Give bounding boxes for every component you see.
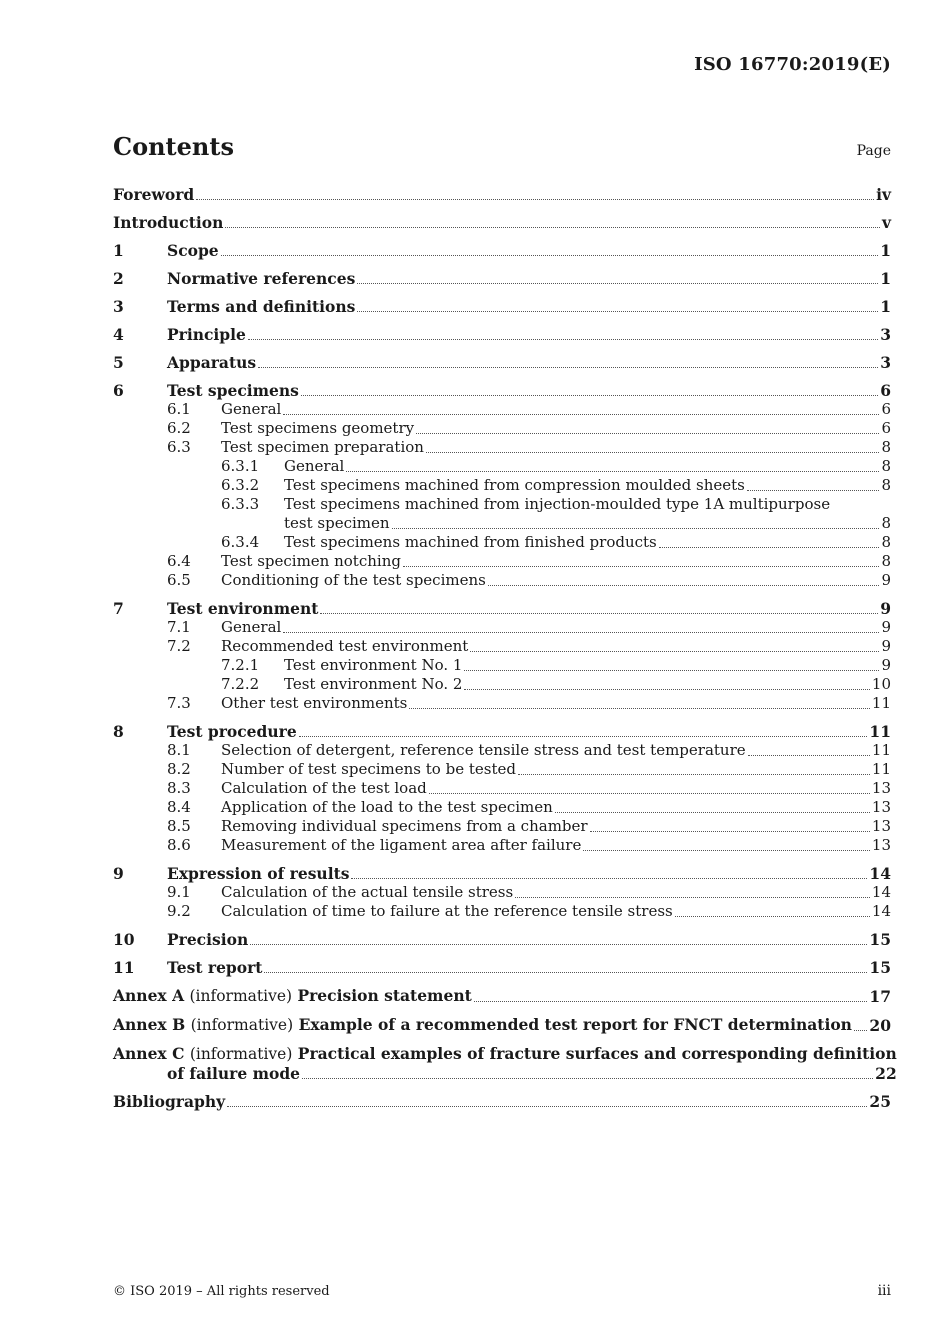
toc-entry-page: 11 (871, 694, 891, 712)
toc-entry-title-block (113, 1044, 897, 1083)
toc-entry-number: 10 (113, 930, 135, 949)
toc-entry-annex-c[interactable] (113, 1044, 897, 1083)
toc-entry-page: 9 (881, 618, 891, 636)
toc-entry-5[interactable] (113, 353, 891, 372)
dot-leader (301, 395, 878, 396)
toc-entry-title: Application of the load to the test specimen (221, 798, 553, 816)
dot-leader (470, 651, 879, 652)
toc-entry-7-2-1[interactable] (113, 656, 891, 675)
toc-entry-number: 4 (113, 325, 124, 344)
toc-entry-title: Calculation of the test load (221, 779, 427, 797)
toc-entry-page: 14 (869, 864, 891, 883)
toc-entry-title: Test report (167, 958, 263, 977)
toc-entry-page: 11 (869, 722, 891, 741)
toc-entry-number: 6 (113, 381, 124, 400)
toc-entry-page: iv (876, 185, 891, 204)
dot-leader (283, 632, 879, 633)
dot-leader (583, 850, 870, 851)
toc-entry-4[interactable] (113, 325, 891, 344)
dot-leader (518, 774, 870, 775)
toc-entry-page: 6 (881, 419, 891, 437)
toc-entry-6-3[interactable] (113, 438, 891, 457)
toc-entry-8-4[interactable] (113, 798, 891, 817)
dot-leader (403, 566, 879, 567)
toc-entry-title: Calculation of time to failure at the reference tensile stress (221, 902, 673, 920)
toc-entry-title: Test specimens geometry (221, 419, 415, 437)
toc-entry-title: Removing individual specimens from a chamber (221, 817, 588, 835)
toc-entry-number: 3 (113, 297, 124, 316)
annex-title: Precision statement (297, 986, 472, 1005)
toc-entry-page: 1 (880, 297, 891, 316)
dot-leader (283, 414, 879, 415)
toc-entry-8-6[interactable] (113, 836, 891, 855)
toc-entry-title: Number of test specimens to be tested (221, 760, 516, 778)
toc-entry-title: Bibliography (113, 1092, 226, 1111)
toc-entry-6-2[interactable] (113, 419, 891, 438)
toc-entry-page: 8 (881, 476, 891, 494)
toc-entry-page: 3 (880, 325, 891, 344)
toc-entry-title: Selection of detergent, reference tensile stress and test temperature (221, 741, 746, 759)
toc-entry-number: 6.3.3 (221, 495, 260, 513)
toc-entry-title: Conditioning of the test specimens (221, 571, 486, 589)
toc-entry-title: Introduction (113, 213, 224, 232)
toc-entry-title-block (284, 495, 891, 533)
toc-entry-8[interactable] (113, 722, 891, 741)
toc-entry-page: 13 (871, 836, 891, 854)
toc-entry-page: 6 (880, 381, 891, 400)
toc-entry-page: 14 (871, 902, 891, 920)
toc-entry-8-2[interactable] (113, 760, 891, 779)
dot-leader (659, 547, 880, 548)
toc-entry-title: Terms and definitions (167, 297, 356, 316)
toc-entry-page: 9 (880, 599, 891, 618)
toc-entry-number: 11 (113, 958, 135, 977)
toc-entry-number: 7.2.2 (221, 675, 260, 693)
toc-entry-title (113, 986, 472, 1006)
toc-entry-title: Test specimens machined from finished products (284, 533, 657, 551)
annex-title: Practical examples of fracture surfaces and corresponding definition (297, 1044, 897, 1063)
toc-entry-title: Calculation of the actual tensile stress (221, 883, 514, 901)
annex-informative: (informative) (189, 987, 293, 1005)
toc-entry-page: 20 (869, 1016, 891, 1035)
toc-entry-number: 6.2 (167, 419, 191, 437)
toc-entry-11[interactable] (113, 958, 891, 977)
toc-entry-number: 1 (113, 241, 124, 260)
toc-entry-10[interactable] (113, 930, 891, 949)
toc-entry-title: Recommended test environment (221, 637, 469, 655)
contents-heading: Contents (113, 132, 234, 161)
toc-entry-3[interactable] (113, 297, 891, 316)
toc-entry-introduction[interactable] (113, 213, 891, 232)
toc-entry-7[interactable] (113, 599, 891, 618)
toc-entry-6-3-4[interactable] (113, 533, 891, 552)
toc-entry-title: Apparatus (167, 353, 257, 372)
toc-entry-number: 7.2.1 (221, 656, 260, 674)
toc-entry-title-line2: of failure mode (167, 1064, 301, 1083)
toc-entry-page: 8 (881, 438, 891, 456)
toc-entry-number: 8.4 (167, 798, 191, 816)
annex-label: Annex C (113, 1044, 185, 1063)
toc-entry-6-3-3[interactable] (113, 495, 891, 533)
dot-leader (299, 736, 868, 737)
toc-entry-number: 6.3 (167, 438, 191, 456)
toc-entry-page: 8 (881, 552, 891, 570)
toc-entry-number: 7 (113, 599, 124, 618)
toc-entry-page: 3 (880, 353, 891, 372)
toc-entry-2[interactable] (113, 269, 891, 288)
toc-entry-number: 6.3.4 (221, 533, 260, 551)
dot-leader (320, 613, 878, 614)
toc-entry-page: 13 (871, 779, 891, 797)
toc-entry-title: Test environment No. 1 (284, 656, 463, 674)
toc-entry-page: 13 (871, 817, 891, 835)
page-number: iii (877, 1283, 891, 1299)
toc-entry-title: Principle (167, 325, 246, 344)
toc-entry-page: 6 (881, 400, 891, 418)
toc-entry-6-1[interactable] (113, 400, 891, 419)
dot-leader (225, 227, 880, 228)
dot-leader (258, 367, 878, 368)
copyright-notice: © ISO 2019 – All rights reserved (113, 1284, 330, 1299)
toc-entry-title: Test specimen notching (221, 552, 401, 570)
dot-leader (429, 793, 870, 794)
toc-entry-page: 8 (881, 533, 891, 551)
toc-entry-page: 11 (871, 760, 891, 778)
dot-leader (416, 433, 879, 434)
dot-leader (227, 1106, 867, 1107)
dot-leader (357, 311, 878, 312)
toc-entry-number: 9.1 (167, 883, 191, 901)
dot-leader (346, 471, 879, 472)
toc-entry-7-3[interactable] (113, 694, 891, 713)
toc-entry-number: 6.3.1 (221, 457, 260, 475)
dot-leader (747, 490, 880, 491)
toc-entry-page: 15 (869, 958, 891, 977)
toc-entry-1[interactable] (113, 241, 891, 260)
dot-leader (351, 878, 867, 879)
toc-entry-number: 6.5 (167, 571, 191, 589)
dot-leader (196, 199, 874, 200)
toc-entry-title-line1: Test specimens machined from injection-moulded type 1A multipurpose (284, 495, 831, 513)
toc-entry-number: 9 (113, 864, 124, 883)
toc-entry-title: Test environment (167, 599, 319, 618)
toc-entry-number: 7.3 (167, 694, 191, 712)
toc-entry-7-2[interactable] (113, 637, 891, 656)
table-of-contents (113, 185, 897, 1111)
toc-entry-title: Test procedure (167, 722, 297, 741)
toc-entry-annex-b[interactable] (113, 1015, 891, 1035)
toc-entry-number: 5 (113, 353, 124, 372)
toc-entry-page: 9 (881, 637, 891, 655)
dot-leader (748, 755, 870, 756)
annex-informative: (informative) (189, 1045, 293, 1063)
toc-entry-title: Normative references (167, 269, 356, 288)
annex-label: Annex A (113, 986, 185, 1005)
toc-entry-page: 8 (881, 457, 891, 475)
toc-entry-9[interactable] (113, 864, 891, 883)
toc-entry-title: Test environment No. 2 (284, 675, 463, 693)
toc-entry-9-1[interactable] (113, 883, 891, 902)
toc-entry-page: 9 (881, 571, 891, 589)
toc-entry-page: 25 (869, 1092, 891, 1111)
annex-informative: (informative) (190, 1016, 294, 1034)
toc-entry-title: Foreword (113, 185, 195, 204)
toc-entry-number: 7.1 (167, 618, 191, 636)
dot-leader (675, 916, 870, 917)
toc-entry-title: Scope (167, 241, 219, 260)
dot-leader (426, 452, 880, 453)
toc-entry-7-1[interactable] (113, 618, 891, 637)
dot-leader (264, 972, 867, 973)
toc-entry-page: 22 (875, 1064, 897, 1083)
toc-entry-title-continuation (284, 514, 891, 533)
annex-label: Annex B (113, 1015, 186, 1034)
toc-entry-bibliography[interactable] (113, 1092, 891, 1111)
toc-entry-6-3-2[interactable] (113, 476, 891, 495)
toc-entry-7-2-2[interactable] (113, 675, 891, 694)
toc-entry-number: 6.4 (167, 552, 191, 570)
dot-leader (392, 528, 880, 529)
dot-leader (357, 283, 878, 284)
standard-number: ISO 16770:2019(E) (694, 54, 891, 75)
toc-entry-number: 6.3.2 (221, 476, 260, 494)
toc-entry-page: 11 (871, 741, 891, 759)
dot-leader (464, 670, 879, 671)
toc-entry-number: 7.2 (167, 637, 191, 655)
dot-leader (854, 1030, 867, 1031)
toc-entry-8-1[interactable] (113, 741, 891, 760)
toc-entry-page: v (881, 213, 891, 232)
toc-entry-page: 10 (871, 675, 891, 693)
toc-entry-8-3[interactable] (113, 779, 891, 798)
toc-entry-page: 13 (871, 798, 891, 816)
dot-leader (302, 1078, 873, 1079)
toc-entry-number: 6.1 (167, 400, 191, 418)
toc-entry-page: 1 (880, 241, 891, 260)
toc-entry-number: 8.2 (167, 760, 191, 778)
toc-entry-title: General (284, 457, 345, 475)
dot-leader (409, 708, 870, 709)
toc-entry-title: General (221, 618, 282, 636)
dot-leader (590, 831, 870, 832)
toc-entry-title: Test specimen preparation (221, 438, 424, 456)
toc-entry-annex-a[interactable] (113, 986, 891, 1006)
page-column-label: Page (856, 143, 891, 159)
toc-entry-8-5[interactable] (113, 817, 891, 836)
toc-entry-number: 9.2 (167, 902, 191, 920)
toc-entry-title: Test specimens machined from compression moulded sheets (284, 476, 745, 494)
toc-entry-page: 15 (869, 930, 891, 949)
dot-leader (555, 812, 870, 813)
toc-entry-title: Other test environments (221, 694, 408, 712)
toc-entry-6-5[interactable] (113, 571, 891, 590)
toc-entry-page: 17 (869, 987, 891, 1006)
dot-leader (515, 897, 870, 898)
toc-entry-page: 9 (881, 656, 891, 674)
dot-leader (488, 585, 880, 586)
toc-entry-number: 2 (113, 269, 124, 288)
dot-leader (248, 339, 878, 340)
toc-entry-title: Test specimens (167, 381, 299, 400)
toc-entry-9-2[interactable] (113, 902, 891, 921)
dot-leader (474, 1001, 868, 1002)
toc-entry-number: 8.5 (167, 817, 191, 835)
toc-entry-foreword[interactable] (113, 185, 891, 204)
toc-entry-page: 8 (881, 514, 891, 532)
toc-entry-number: 8.1 (167, 741, 191, 759)
toc-entry-number: 8.3 (167, 779, 191, 797)
toc-entry-page: 14 (871, 883, 891, 901)
toc-entry-title: Precision (167, 930, 249, 949)
toc-entry-number: 8 (113, 722, 124, 741)
toc-entry-title-line1 (113, 1044, 897, 1064)
toc-entry-title-line2: test specimen (284, 514, 390, 532)
dot-leader (464, 689, 869, 690)
toc-entry-6-3-1[interactable] (113, 457, 891, 476)
toc-entry-6-4[interactable] (113, 552, 891, 571)
toc-entry-title: General (221, 400, 282, 418)
toc-entry-number: 8.6 (167, 836, 191, 854)
dot-leader (221, 255, 879, 256)
annex-title: Example of a recommended test report for FNCT determination (298, 1015, 852, 1034)
toc-entry-title-continuation (167, 1064, 897, 1083)
toc-entry-6[interactable] (113, 381, 891, 400)
toc-entry-title: Expression of results (167, 864, 350, 883)
toc-entry-title: Measurement of the ligament area after failure (221, 836, 582, 854)
dot-leader (250, 944, 867, 945)
toc-entry-page: 1 (880, 269, 891, 288)
toc-entry-title (113, 1015, 852, 1035)
